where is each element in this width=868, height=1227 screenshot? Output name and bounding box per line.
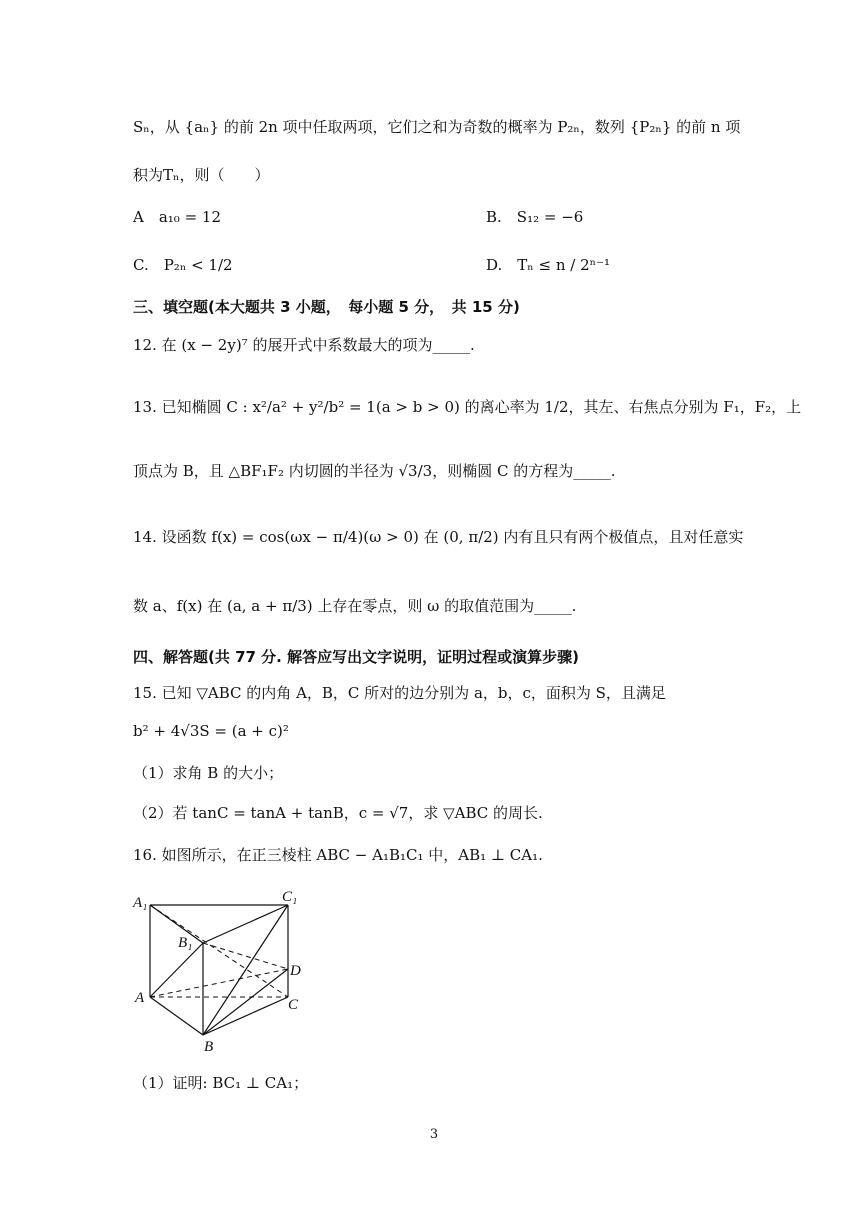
section-3-title: 三、填空题(本大题共 3 小题， 每小题 5 分， 共 15 分) xyxy=(133,298,520,316)
label-b: B xyxy=(204,1039,214,1055)
edge-a-b xyxy=(150,997,203,1035)
edge-b1-d-hidden xyxy=(203,943,288,969)
edge-a-d-hidden xyxy=(150,969,288,997)
section-4-title: 四、解答题(共 77 分. 解答应写出文字说明，证明过程或演算步骤) xyxy=(133,648,579,666)
label-c1: C₁ xyxy=(282,889,298,905)
q14-line-1: 14. 设函数 f(x) = cos(ωx − π/4)(ω > 0) 在 (0, π/2) 内有且只有两个极值点，且对任意实 xyxy=(133,528,744,546)
q13-line-1: 13. 已知椭圆 C : x²/a² + y²/b² = 1(a > b > 0) 的离心率为 1/2，其左、右焦点分别为 F₁，F₂，上 xyxy=(133,398,802,416)
edge-b-d xyxy=(203,969,288,1035)
q15-line-1: 15. 已知 ▽ABC 的内角 A，B，C 所对的边分别为 a，b，c，面积为 S，且满足 xyxy=(133,684,666,702)
q16-part-1: （1）证明: BC₁ ⊥ CA₁； xyxy=(133,1074,309,1092)
q12-text: 12. 在 (x − 2y)⁷ 的展开式中系数最大的项为_____. xyxy=(133,336,475,354)
page-number: 3 xyxy=(429,1127,439,1142)
q11-option-a: A a₁₀ = 12 xyxy=(133,208,221,226)
q14-line-2: 数 a、f(x) 在 (a, a + π/3) 上存在零点，则 ω 的取值范围为_____. xyxy=(133,597,577,615)
edge-a1-c-hidden xyxy=(150,905,288,997)
q13-line-2: 顶点为 B，且 △BF₁F₂ 内切圆的半径为 √3/3，则椭圆 C 的方程为_____. xyxy=(133,462,616,480)
q11-option-d: D. Tₙ ≤ n / 2ⁿ⁻¹ xyxy=(486,256,611,274)
label-a: A xyxy=(135,990,145,1006)
label-b1: B₁ xyxy=(178,935,193,951)
q11-line-2: 积为Tₙ，则（ ） xyxy=(133,166,270,184)
label-d: D xyxy=(290,963,301,979)
q16-line-1: 16. 如图所示，在正三棱柱 ABC − A₁B₁C₁ 中，AB₁ ⊥ CA₁. xyxy=(133,846,543,864)
q11-line-1: Sₙ，从 {aₙ} 的前 2n 项中任取两项，它们之和为奇数的概率为 P₂ₙ，数列 {P₂ₙ} 的前 n 项 xyxy=(133,118,741,136)
q11-option-c: C. P₂ₙ < 1/2 xyxy=(133,256,233,274)
edge-a-b1 xyxy=(150,943,203,997)
triangular-prism-figure xyxy=(128,885,318,1055)
label-a1: A₁ xyxy=(133,895,148,911)
q11-option-b: B. S₁₂ = −6 xyxy=(486,208,584,226)
q15-part-1: （1）求角 B 的大小； xyxy=(133,764,284,782)
q15-line-2: b² + 4√3S = (a + c)² xyxy=(133,722,289,740)
q15-part-2: （2）若 tanC = tanA + tanB，c = √7，求 ▽ABC 的周长. xyxy=(133,804,543,822)
label-c: C xyxy=(288,997,299,1013)
